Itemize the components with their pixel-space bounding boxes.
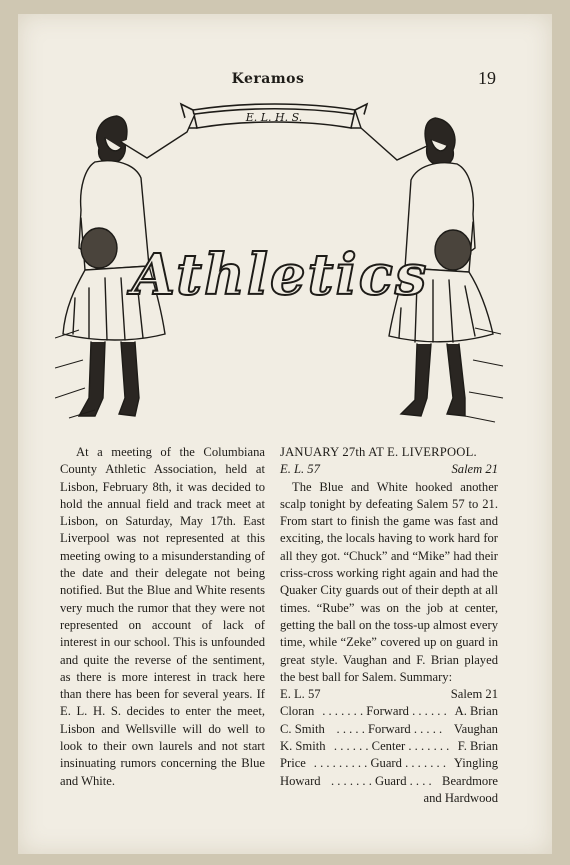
lineup-home: Howard: [280, 773, 321, 788]
away-score: Salem 21: [451, 462, 498, 477]
athletics-title: Athletics: [131, 242, 429, 308]
lineup-row: [280, 773, 498, 790]
lineup-away: Yingling: [453, 756, 498, 771]
lineup-away: Beardmore: [442, 773, 498, 788]
game-heading: JANUARY 27th AT E. LIVERPOOL.: [280, 445, 477, 459]
summary-header: [280, 686, 498, 703]
lineup-position: . . . . . . . . . Guard . . . . . . .: [313, 756, 447, 771]
summary-home: E. L. 57: [280, 687, 321, 702]
athletics-illustration: [55, 98, 505, 428]
lineup-away: Vaughan: [453, 721, 498, 736]
lineup-last-line: and Hardwood: [423, 790, 498, 805]
lineup-position: . . . . . . . Guard . . . .: [330, 773, 432, 788]
page-number: 19: [478, 68, 496, 88]
lineup-away: A. Brian: [454, 704, 498, 719]
lineup-row: [280, 738, 498, 755]
banner-text: E. L. H. S.: [245, 111, 303, 124]
game-report-body: The Blue and White hooked another scalp tonight by defeating Salem 57 to 21. From start to finish the game was fast and exciting, the locals having to work hard for all they got. “Chuck” and “Mike” had their criss-cross working right again and had the Quaker City guards out of their depth at all times. “Rube” was on the job at center, getting the ball on the toss-up almost every time, while “Zeke” covered up on guard in great style. Vaughan and F. Brian played the best ball for Salem. Summary:: [280, 479, 498, 684]
lineup-home: Cloran: [280, 704, 315, 719]
lineup-row: [280, 703, 498, 720]
lineup-home: K. Smith: [280, 739, 326, 754]
lineup-position: . . . . . Forward . . . . .: [336, 721, 443, 736]
game-report-column: [280, 444, 498, 807]
lineup-row: [280, 755, 498, 772]
lineup-row: [280, 721, 498, 738]
lineup-away: F. Brian: [457, 739, 498, 754]
home-score: E. L. 57: [280, 462, 320, 477]
lineup-home: Price: [280, 756, 306, 771]
summary-away: Salem 21: [450, 687, 498, 702]
article-left-column: At a meeting of the Columbiana County Athletic Association, held at Lisbon, February 8th, it was decided to hold the annual field and track meet at Lisbon, on Saturday, May 17th. East Liverpool was not represented at this meeting owing to a misunderstanding of the date and their delegate not being notified. But the Blue and White resents very much the rumor that they were not represented on account of lack of interest in our school. This is unfounded and quite the reverse of the sentiment, as there is more interest in track here than there has been for several years. If E. L. H. S. decides to enter the meet, Lisbon and Wellsville will do well to look to their own laurels and not start insinuating rumors concerning the Blue and White.: [60, 445, 265, 788]
score-line: [280, 461, 498, 478]
lineup-position: . . . . . . Center . . . . . . .: [333, 739, 450, 754]
lineup-position: . . . . . . . Forward . . . . . .: [322, 704, 447, 719]
running-header-title: Keramos: [231, 71, 305, 87]
lineup-home: C. Smith: [280, 721, 325, 736]
